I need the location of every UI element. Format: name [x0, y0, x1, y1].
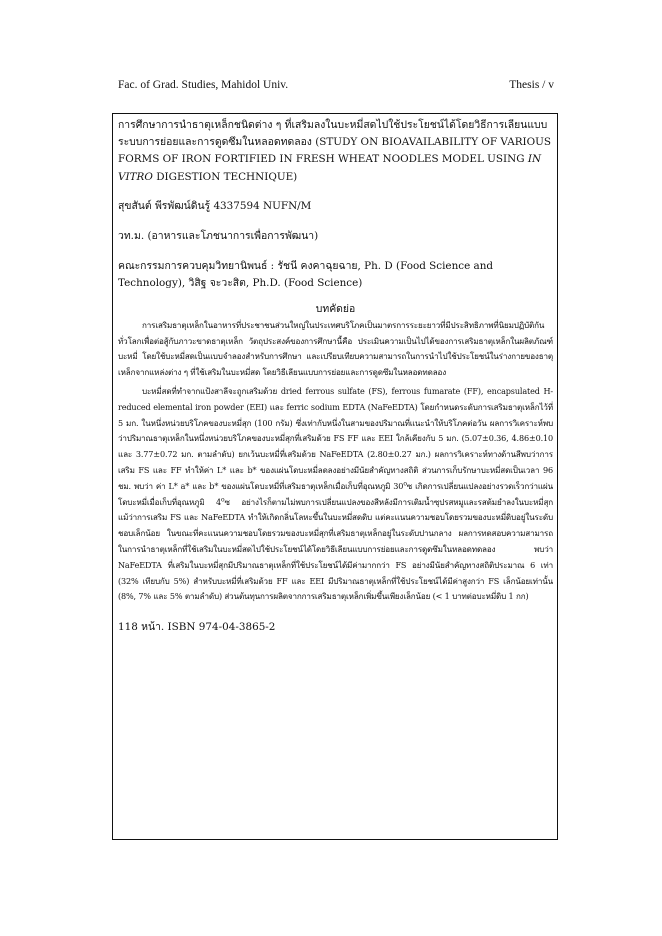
degree-symbol: o [403, 480, 407, 488]
thesis-title-english-end: DIGESTION TECHNIQUE) [156, 170, 298, 183]
committee-line: คณะกรรมการควบคุมวิทยานิพนธ์ : รัชนี คงคาฉุยฉาย, Ph. D (Food Science and Technology), วิสิฐ จะวะสิต, Ph.D. (Food Science) [118, 259, 494, 289]
abstract-paragraph-2-part-b: ซ เกิดการเปลี่ยนแปลงอย่างรวดเร็วกว่าแผ่นโดบะหมี่เมื่อเก็บที่อุณหภูมิ 4 [118, 480, 553, 507]
abstract-heading: บทคัดย่อ [315, 302, 356, 315]
abstract-content [118, 117, 553, 636]
abstract-paragraph-1: การเสริมธาตุเหล็กในอาหารที่ประชาชนส่วนใหญ่ในประเทศบริโภคเป็นมาตรการระยะยาวที่มีประสิทธิภาพที่นิยมปฏิบัติกันทั่วโลกเพื่อต่อสู้กับภาวะขาดธาตุเหล็ก วัตถุประสงค์ของการศึกษานี้คือ ประเมินความเป็นไปได้ของการเสริมธาตุเหล็กในผลิตภัณฑ์บะหมี่ โดยใช้บะหมี่สดเป็นแบบจำลองสำหรับการศึกษา และเปรียบเทียบความสามารถในการนำไปใช้ประโยชน์ในร่างกายของธาตุเหล็กจากแหล่งต่าง ๆ ที่ใช้เสริมในบะหมี่สด โดยวิธีเลียนแบบการย่อยและการดูดซึมในหลอดทดลอง [118, 319, 553, 378]
running-header [118, 79, 554, 93]
degree-line: วท.ม. (อาหารและโภชนาการเพื่อการพัฒนา) [118, 229, 319, 242]
thesis-title-english: (STUDY ON BIOAVAILABILITY OF VARIOUS FORMS OF IRON FORTIFIED IN FRESH WHEAT NOODLES MODEL USING [118, 136, 552, 166]
thesis-title [118, 117, 553, 186]
pages-isbn-line: 118 หน้า. ISBN 974-04-3865-2 [118, 621, 276, 634]
abstract-paragraph-2 [118, 384, 553, 605]
header-institution: Fac. of Grad. Studies, Mahidol Univ. [118, 79, 289, 91]
thesis-title-thai: การศึกษาการนำธาตุเหล็กชนิดต่าง ๆ ที่เสริมลงในบะหมี่สดไปใช้ประโยชน์ได้โดยวิธีการเลียนแบบระบบการย่อยและการดูดซึมในหลอดทดลอง [118, 119, 548, 149]
thesis-title-english-italic: IN VITRO [118, 153, 542, 183]
abstract-paragraph-2-part-a: บะหมี่สดที่ทำจากแป้งสาลีจะถูกเสริมด้วย dried ferrous sulfate (FS), ferrous fumarate (FF), encapsulated H-reduced elemental iron powder (EEI) และ ferric sodium EDTA (NaFeEDTA) โดยกำหนดระดับการเสริมธาตุเหล็กไว้ที่ 5 มก. ในหนึ่งหน่วยบริโภคของบะหมี่สุก (100 กรัม) ซึ่งเท่ากับหนึ่งในสามของปริมาณที่แนะนำให้บริโภคต่อวัน ผลการวิเคราะห์พบว่าปริมาณธาตุเหล็กในหนึ่งหน่วยบริโภคของบะหมี่สุกที่เสริมด้วย FS FF และ EEI ใกล้เคียงกับ 5 มก. (5.07±0.36, 4.86±0.10 และ 3.77±0.72 มก. ตามลำดับ) ยกเว้นบะหมี่ที่เสริมด้วย NaFeEDTA (2.80±0.27 มก.) ผลการวิเคราะห์ทางด้านสีพบว่าการเสริม FS และ FF ทำให้ค่า L* และ b* ของแผ่นโดบะหมี่ลดลงอย่างมีนัยสำคัญทางสถิติ ส่วนการเก็บรักษาบะหมี่สดเป็นเวลา 96 ชม. พบว่า ค่า L* a* และ b* ของแผ่นโดบะหมี่ที่เสริมธาตุเหล็กเมื่อเก็บที่อุณหภูมิ 30 [118, 386, 553, 491]
header-page-number: Thesis / v [509, 79, 554, 91]
degree-symbol: o [221, 495, 225, 503]
author-line: สุขสันต์ พีรพัฒน์ดินรู้ 4337594 NUFN/M [118, 199, 312, 212]
abstract-paragraph-2-part-c: ซ อย่างไรก็ตามไม่พบการเปลี่ยนแปลงของสีหลังมีการเติมน้ำซุปรสหมูและรสต้มยำลงในบะหมี่สุก แม้ว่าการเสริม FS และ NaFeEDTA ทำให้เกิดกลิ่นโลหะขึ้นในบะหมี่สดดิบ แต่คะแนนความชอบโดยรวมของบะหมี่ดิบอยู่ในระดับชอบเล็กน้อย ในขณะที่คะแนนความชอบโดยรวมของบะหมี่สุกที่เสริมธาตุเหล็กอยู่ในระดับปานกลาง ผลการทดสอบความสามารถในการนำธาตุเหล็กที่ใช้เสริมในบะหมี่สดไปใช้ประโยชน์ได้โดยวิธีเลียนแบบการย่อยและการดูดซึมในหลอดทดลอง พบว่า NaFeEDTA ที่เสริมในบะหมี่สุกมีปริมาณธาตุเหล็กที่ใช้ประโยชน์ได้มีค่ามากกว่า FS อย่างมีนัยสำคัญทางสถิติประมาณ 6 เท่า (32% เทียบกับ 5%) สำหรับบะหมี่ที่เสริมด้วย FF และ EEI มีปริมาณธาตุเหล็กที่ใช้ประโยชน์ได้มีค่าสูงกว่า FS เล็กน้อยเท่านั้น (8%, 7% และ 5% ตามลำดับ) ส่วนต้นทุนการผลิตจากการเสริมธาตุเหล็กเพิ่มขึ้นเพียงเล็กน้อย (< 1 บาทต่อบะหมี่ดิบ 1 กก) [118, 496, 553, 602]
